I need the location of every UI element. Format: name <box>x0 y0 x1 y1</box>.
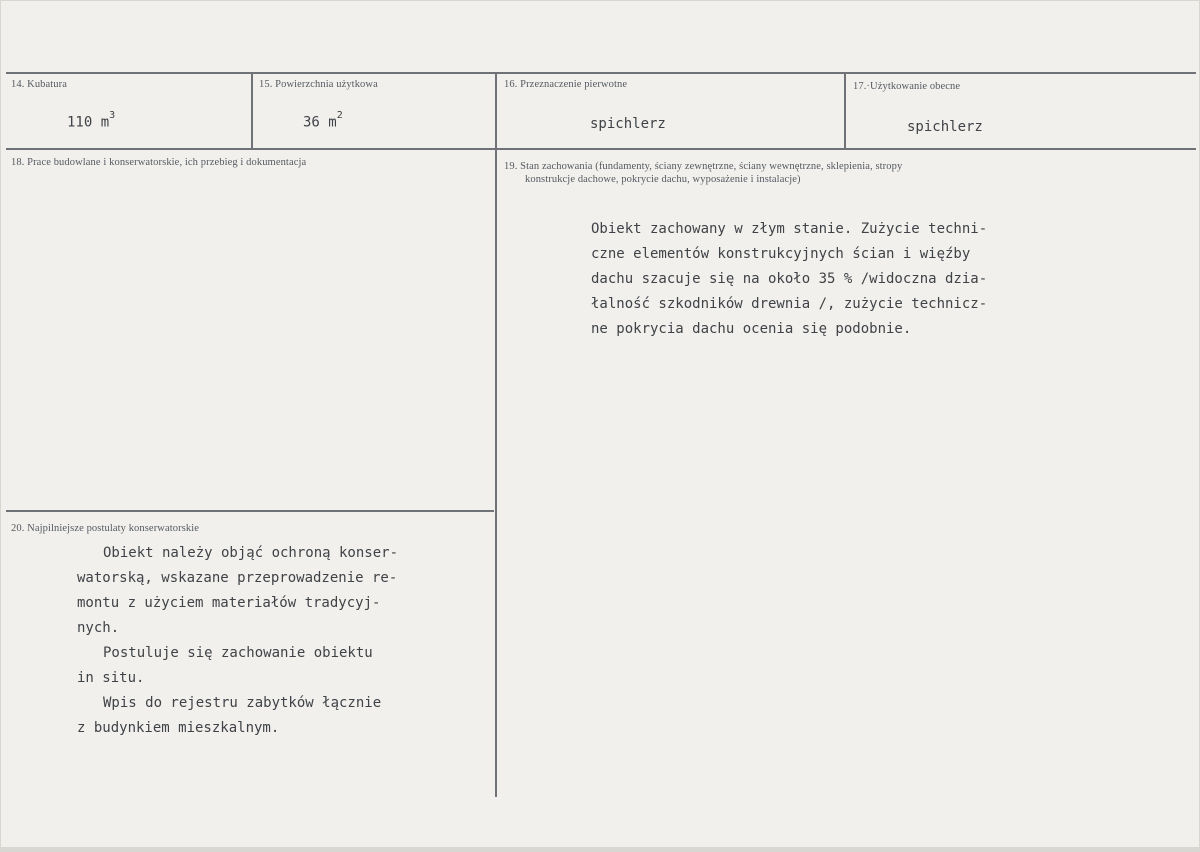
field-19-label-line-1: 19. Stan zachowania (fundamenty, ściany zewnętrzne, ściany wewnętrzne, sklepienia, stropy <box>504 161 903 172</box>
field-20-line: Obiekt należy objąć ochroną konser- <box>103 545 399 561</box>
field-20-line: Wpis do rejestru zabytków łącznie <box>103 695 382 711</box>
field-17-value: spichlerz <box>907 119 983 135</box>
card-bottom-edge <box>1 847 1199 851</box>
field-14-label: 14. Kubatura <box>11 79 68 90</box>
top-rule <box>6 72 1196 74</box>
field-17-label: 17.·Użytkowanie obecne <box>853 81 961 92</box>
field-19-line: ne pokrycia dachu ocenia się podobnie. <box>591 321 912 337</box>
field-15-value: 36 $m^2$ <box>303 110 343 131</box>
field-20-line: watorską, wskazane przeprowadzenie re- <box>77 570 398 586</box>
field-19-text <box>591 217 987 342</box>
field-20-line: nych. <box>77 620 120 636</box>
field-20-label: 20. Najpilniejsze postulaty konserwatorskie <box>11 523 200 534</box>
field-20-line: montu z użyciem materiałów tradycyj- <box>77 595 381 611</box>
field-18-label: 18. Prace budowlane i konserwatorskie, ich przebieg i dokumentacja <box>11 157 307 168</box>
field-19-line: dachu szacuje się na około 35 % /widoczna dzia- <box>591 271 988 287</box>
field-19-label <box>504 160 1104 186</box>
col-divider-2 <box>495 73 497 797</box>
field-15-label: 15. Powierzchnia użytkowa <box>259 79 378 90</box>
row1-bottom-rule <box>6 148 1196 150</box>
field-15-unit-exponent: 2 <box>336 110 343 121</box>
field-16-label: 16. Przeznaczenie pierwotne <box>504 79 628 90</box>
col-divider-1 <box>251 73 253 149</box>
field-19-line: Obiekt zachowany w złym stanie. Zużycie techni- <box>591 221 988 237</box>
field-20-text <box>77 541 398 741</box>
field-14-value: 110 $m^3$ <box>67 110 116 131</box>
field-20-top-rule <box>6 510 494 512</box>
field-19-line: czne elementów konstrukcyjnych ścian i więźby <box>591 246 971 262</box>
field-16-value: spichlerz <box>590 116 666 132</box>
field-20-line: in situ. <box>77 670 145 686</box>
col-divider-3 <box>844 73 846 149</box>
field-19-line: łalność szkodników drewnia /, zużycie technicz- <box>591 296 988 312</box>
field-20-line: z budynkiem mieszkalnym. <box>77 720 280 736</box>
field-14-unit-exponent: 3 <box>109 110 116 121</box>
field-19-label-line-2: konstrukcje dachowe, pokrycie dachu, wyposażenie i instalacje) <box>525 174 801 185</box>
field-20-line: Postuluje się zachowanie obiektu <box>103 645 373 661</box>
